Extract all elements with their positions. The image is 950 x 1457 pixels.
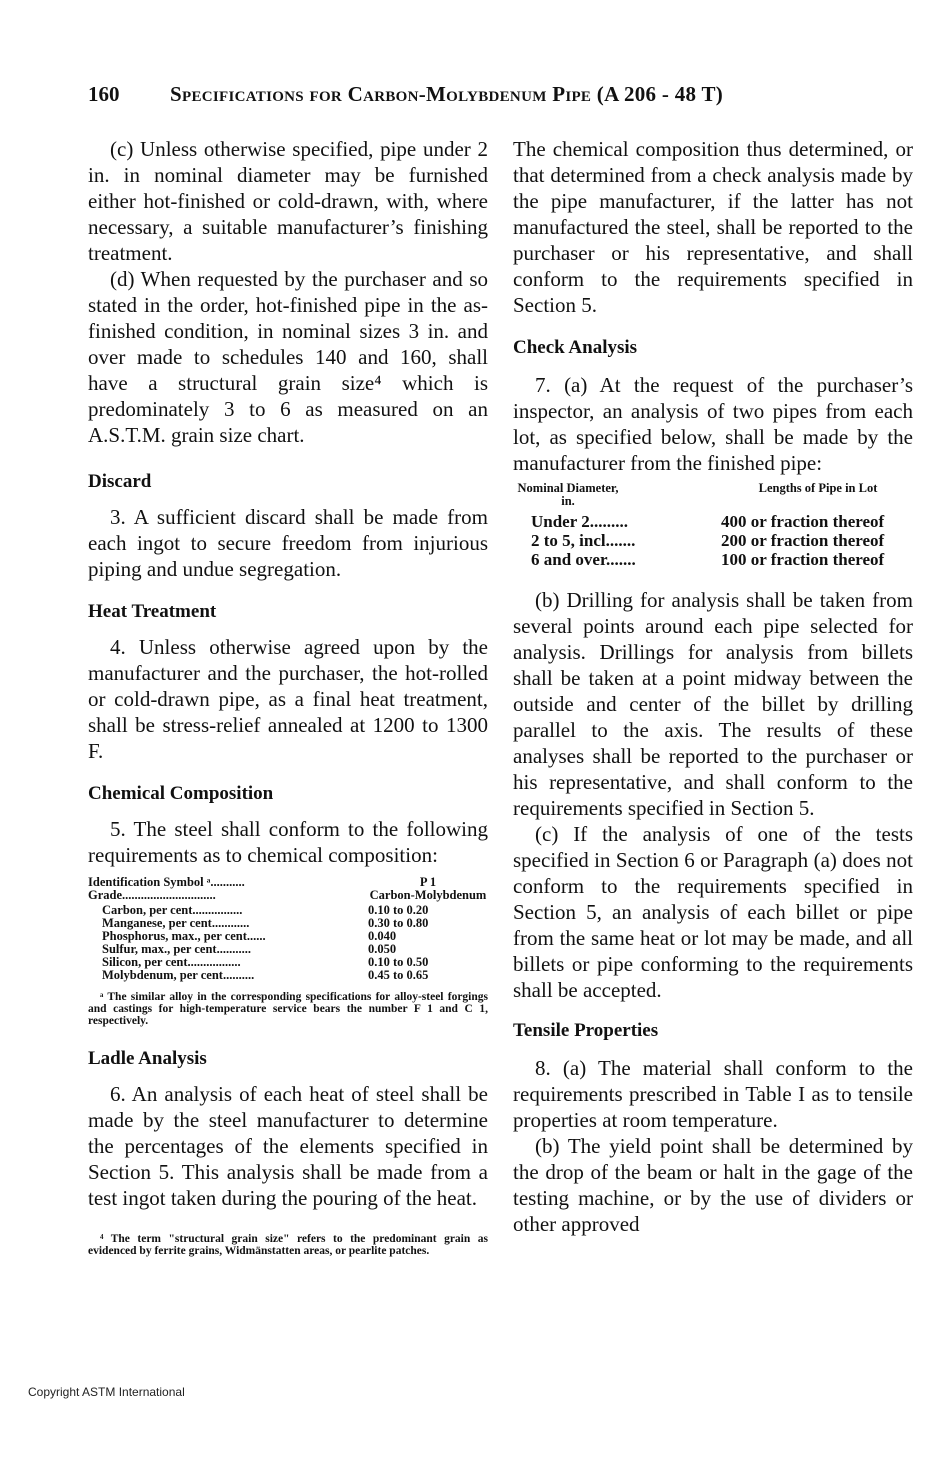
section-heading-tensile-properties: Tensile Properties — [513, 1020, 659, 1041]
table-row — [88, 969, 488, 982]
table-footnote: ᵃ The similar alloy in the corresponding specifications for alloy-steel forgings and castings for high-temperature service bears the number F 1 and C 1, respectively. — [88, 991, 488, 1027]
lot-table-header — [513, 482, 913, 508]
id-symbol-label: Identification Symbol ᵃ........... — [88, 875, 245, 889]
element-label: Molybdenum, per cent.......... — [102, 968, 255, 982]
paragraph-c-right: (c) If the analysis of one of the tests specified in Section 6 or Paragraph (a) does not conform to the requirements specified in Section 5, an analysis of each billet or pipe from the same heat or lot may be made, and all billets or pipe conforming to the requirements shall be accepted. — [513, 822, 913, 1002]
left-column — [88, 136, 488, 1257]
table-row — [88, 889, 488, 902]
lot-cell: 100 or fraction thereof — [721, 550, 885, 569]
table-row — [513, 531, 913, 550]
lot-cell: 400 or fraction thereof — [721, 512, 885, 531]
column-header-diameter: Nominal Diameter, in. — [517, 481, 619, 508]
paragraph-b: (b) Drilling for analysis shall be taken from several points around each pipe selected for analysis. Drillings for analysis from billets shall be taken at a point midway between the outside and center of the billet by drilling parallel to the axis. The results of these analyses shall be reported to the purchaser or his representative, and shall conform to the requirements specified in Section 5. — [513, 588, 913, 820]
grade-value: Carbon-Molybdenum — [369, 888, 487, 902]
element-value: 0.10 to 0.20 — [368, 903, 429, 917]
section-heading-discard: Discard — [88, 471, 152, 492]
page-header — [88, 82, 918, 112]
lot-table — [513, 482, 913, 569]
page-number: 160 — [88, 82, 120, 106]
element-value: 0.050 — [368, 942, 397, 956]
footnote-4: ⁴ The term "structural grain size" refers to the predominant grain as evidenced by ferrite grains, Widmänstatten areas, or pearlite patches. — [88, 1233, 488, 1257]
element-value: 0.30 to 0.80 — [368, 916, 429, 930]
element-value: 0.10 to 0.50 — [368, 955, 429, 969]
continued-text: The chemical composition thus determined, or that determined from a check analysis made by the pipe manufacturer, if the latter has not manufactured the steel, shall be reported to the purchaser or his representative, and shall conform to the requirements specified in Section 5. — [513, 137, 913, 317]
right-column — [513, 136, 913, 1237]
section-heading-ladle-analysis: Ladle Analysis — [88, 1048, 207, 1069]
paragraph-d: (d) When requested by the purchaser and so stated in the order, hot-finished pipe in the as-finished condition, in nominal sizes 3 in. and over made to schedules 140 and 160, shall have a structural grain size⁴ which is predominately 3 to 6 as measured on an A.S.T.M. grain size chart. — [88, 267, 488, 447]
diameter-cell: Under 2......... — [531, 512, 628, 531]
grade-label: Grade.............................. — [88, 888, 216, 902]
page-title: Specifications for Carbon-Molybdenum Pipe (A 206 - 48 T) — [170, 82, 724, 106]
discard-text: 3. A sufficient discard shall be made from each ingot to secure freedom from injurious piping and undue segregation. — [88, 505, 488, 581]
tensile-paragraph-b: (b) The yield point shall be determined by the drop of the beam or halt in the gage of the testing machine, or by the use of dividers or other approved — [513, 1134, 913, 1236]
check-analysis-text: 7. (a) At the request of the purchaser’s inspector, an analysis of two pipes from each lot, as specified below, shall be made by the manufacturer from the finished pipe: — [513, 373, 913, 475]
chemical-composition-text: 5. The steel shall conform to the following requirements as to chemical composition: — [88, 817, 488, 867]
composition-table — [88, 876, 488, 1027]
table-row — [513, 512, 913, 531]
copyright-notice: Copyright ASTM International — [28, 1385, 185, 1399]
id-symbol-value: P 1 — [419, 875, 437, 889]
element-label: Carbon, per cent................ — [102, 903, 243, 917]
element-value: 0.040 — [368, 929, 397, 943]
tensile-paragraph-a: 8. (a) The material shall conform to the requirements prescribed in Table I as to tensile properties at room temperature. — [513, 1056, 913, 1132]
ladle-analysis-text: 6. An analysis of each heat of steel shall be made by the steel manufacturer to determine the percentages of the elements specified in Section 5. This analysis shall be made from a test ingot taken during the pouring of the heat. — [88, 1082, 488, 1210]
diameter-cell: 6 and over....... — [531, 550, 636, 569]
lot-cell: 200 or fraction thereof — [721, 531, 885, 550]
diameter-cell: 2 to 5, incl....... — [531, 531, 636, 550]
element-label: Silicon, per cent................. — [102, 955, 241, 969]
paragraph-c: (c) Unless otherwise specified, pipe under 2 in. in nominal diameter may be furnished either hot-finished or cold-drawn, with, where necessary, a suitable manufacturer’s finishing treatment. — [88, 137, 488, 265]
section-heading-check-analysis: Check Analysis — [513, 337, 638, 358]
heat-treatment-text: 4. Unless otherwise agreed upon by the manufacturer and the purchaser, the hot-rolled or cold-drawn pipe, as a final heat treatment, shall be stress-relief annealed at 1200 to 1300 F. — [88, 635, 488, 763]
element-label: Phosphorus, max., per cent...... — [102, 929, 266, 943]
section-heading-heat-treatment: Heat Treatment — [88, 601, 217, 622]
element-label: Manganese, per cent............ — [102, 916, 250, 930]
element-value: 0.45 to 0.65 — [368, 968, 429, 982]
element-label: Sulfur, max., per cent........... — [102, 942, 251, 956]
section-heading-chemical-composition: Chemical Composition — [88, 783, 274, 804]
column-header-lot: Lengths of Pipe in Lot — [758, 481, 878, 495]
table-row — [513, 550, 913, 569]
